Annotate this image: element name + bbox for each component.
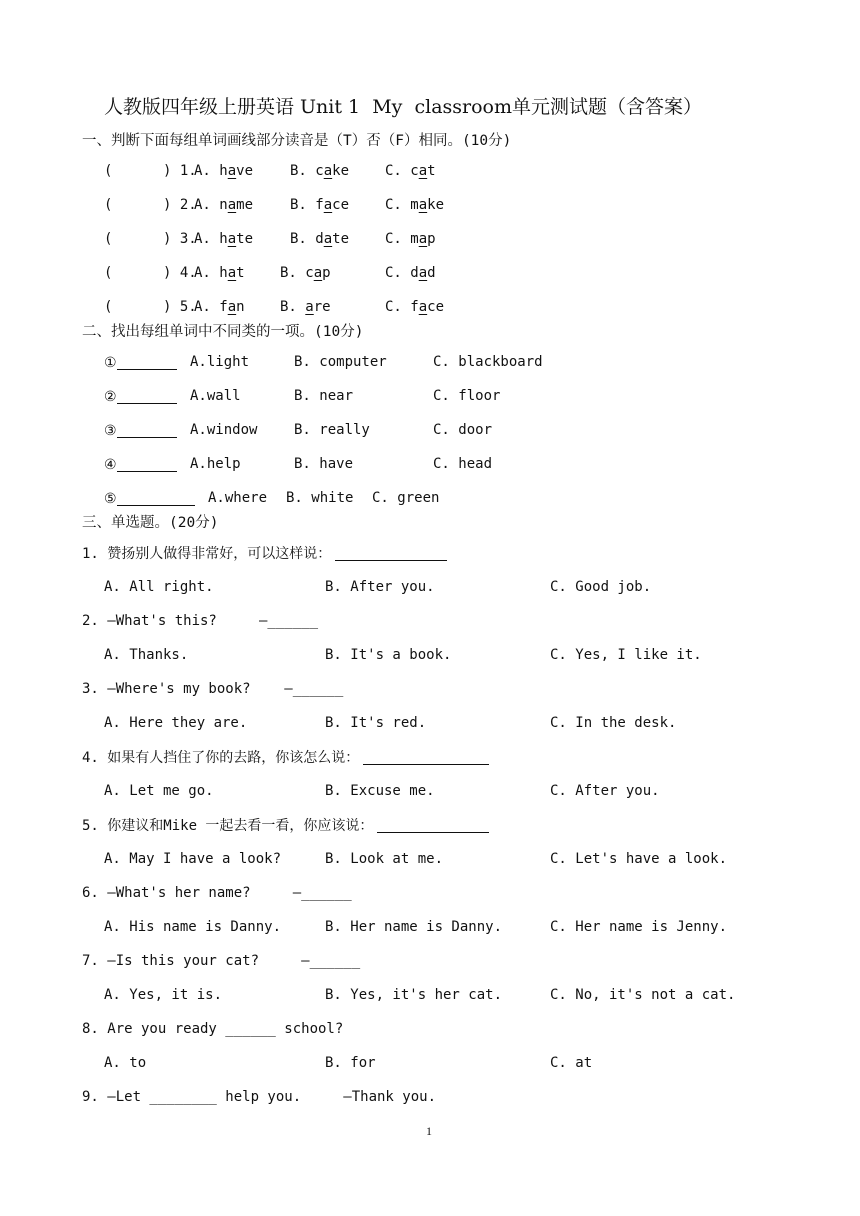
underlined-letter: a — [227, 197, 237, 213]
part2-option-a: A.window — [190, 422, 258, 438]
part2-item-number: ① — [104, 355, 177, 370]
underlined-letter: a — [313, 265, 323, 281]
underlined-letter: a — [323, 163, 333, 179]
underlined-letter: a — [418, 197, 428, 213]
underlined-letter: a — [418, 299, 428, 315]
part1-option-c: C. cat — [385, 163, 436, 179]
answer-blank[interactable] — [117, 389, 177, 404]
page-number: 1 — [426, 1124, 432, 1138]
question-4: 4. 如果有人挡住了你的去路，你该怎么说： — [82, 750, 489, 765]
part1-option-b: B. cap — [280, 265, 331, 281]
question-2: 2. —What's this? —______ — [82, 613, 319, 629]
part2-option-c: C. blackboard — [433, 354, 543, 370]
option-b: B. Yes, it's her cat. — [325, 987, 503, 1003]
part2-item-number: ④ — [104, 457, 177, 472]
part2-option-a: A.where — [208, 490, 268, 506]
part1-item-number: ( ) 2. — [104, 197, 197, 213]
option-a: A. Here they are. — [104, 715, 248, 731]
part3-heading: 三、单选题。(20分) — [82, 515, 219, 531]
option-b: B. It's a book. — [325, 647, 452, 663]
underlined-letter: a — [227, 299, 237, 315]
answer-blank[interactable] — [335, 546, 447, 561]
question-8: 8. Are you ready ______ school? — [82, 1021, 344, 1037]
answer-blank[interactable] — [117, 491, 195, 506]
part1-option-c: C. dad — [385, 265, 436, 281]
part1-option-c: C. map — [385, 231, 436, 247]
option-a: A. Let me go. — [104, 783, 214, 799]
answer-blank[interactable] — [377, 818, 489, 833]
question-9: 9. —Let ________ help you. —Thank you. — [82, 1089, 437, 1105]
part1-item-number: ( ) 4. — [104, 265, 197, 281]
option-c: C. Good job. — [550, 579, 652, 595]
option-b: B. It's red. — [325, 715, 427, 731]
part2-option-b: B. have — [294, 456, 354, 472]
option-c: C. Her name is Jenny. — [550, 919, 728, 935]
option-c: C. at — [550, 1055, 593, 1071]
underlined-letter: a — [227, 231, 237, 247]
part2-item-number: ② — [104, 389, 177, 404]
answer-blank[interactable] — [117, 457, 177, 472]
option-a: A. to — [104, 1055, 147, 1071]
underlined-letter: a — [418, 231, 428, 247]
part1-option-c: C. face — [385, 299, 445, 315]
option-a: A. His name is Danny. — [104, 919, 282, 935]
underlined-letter: a — [418, 265, 428, 281]
option-a: A. Thanks. — [104, 647, 189, 663]
part1-item-number: ( ) 3. — [104, 231, 197, 247]
part2-option-a: A.help — [190, 456, 241, 472]
underlined-letter: a — [323, 197, 333, 213]
part2-option-b: B. computer — [294, 354, 387, 370]
part1-option-a: A. name — [194, 197, 254, 213]
option-a: A. All right. — [104, 579, 214, 595]
question-5: 5. 你建议和Mike 一起去看一看，你应该说： — [82, 818, 489, 833]
part2-option-a: A.wall — [190, 388, 241, 404]
part1-option-b: B. face — [290, 197, 350, 213]
part1-option-b: B. date — [290, 231, 350, 247]
question-1: 1. 赞扬别人做得非常好，可以这样说： — [82, 546, 447, 561]
underlined-letter: a — [305, 299, 314, 315]
part1-option-c: C. make — [385, 197, 445, 213]
part1-option-b: B. are — [280, 299, 331, 315]
underlined-letter: a — [418, 163, 428, 179]
part2-option-b: B. really — [294, 422, 370, 438]
part2-option-c: C. door — [433, 422, 493, 438]
part2-option-c: C. floor — [433, 388, 501, 404]
option-c: C. Yes, I like it. — [550, 647, 702, 663]
document-title: 人教版四年级上册英语 Unit 1 My classroom单元测试题（含答案） — [104, 96, 703, 118]
underlined-letter: a — [323, 231, 333, 247]
part1-heading: 一、判断下面每组单词画线部分读音是（T）否（F）相同。(10分) — [82, 133, 512, 149]
part2-option-a: A.light — [190, 354, 250, 370]
answer-blank[interactable] — [363, 750, 489, 765]
option-c: C. After you. — [550, 783, 660, 799]
option-c: C. Let's have a look. — [550, 851, 728, 867]
option-a: A. May I have a look? — [104, 851, 282, 867]
option-b: B. Excuse me. — [325, 783, 435, 799]
part2-item-number: ③ — [104, 423, 177, 438]
part1-item-number: ( ) 1. — [104, 163, 197, 179]
part2-item-number: ⑤ — [104, 491, 195, 506]
part1-option-a: A. hate — [194, 231, 254, 247]
part2-option-c: C. green — [372, 490, 440, 506]
part2-option-b: B. white — [286, 490, 354, 506]
option-a: A. Yes, it is. — [104, 987, 223, 1003]
option-c: C. In the desk. — [550, 715, 677, 731]
question-3: 3. —Where's my book? —______ — [82, 681, 344, 697]
option-b: B. for — [325, 1055, 376, 1071]
part2-heading: 二、找出每组单词中不同类的一项。(10分) — [82, 324, 364, 340]
question-7: 7. —Is this your cat? —______ — [82, 953, 361, 969]
option-b: B. Look at me. — [325, 851, 444, 867]
answer-blank[interactable] — [117, 423, 177, 438]
underlined-letter: a — [227, 163, 237, 179]
part1-item-number: ( ) 5. — [104, 299, 197, 315]
option-b: B. After you. — [325, 579, 435, 595]
option-c: C. No, it's not a cat. — [550, 987, 736, 1003]
part2-option-c: C. head — [433, 456, 493, 472]
underlined-letter: a — [227, 265, 237, 281]
part1-option-a: A. hat — [194, 265, 245, 281]
part2-option-b: B. near — [294, 388, 354, 404]
option-b: B. Her name is Danny. — [325, 919, 503, 935]
part1-option-a: A. fan — [194, 299, 245, 315]
part1-option-a: A. have — [194, 163, 254, 179]
part1-option-b: B. cake — [290, 163, 350, 179]
answer-blank[interactable] — [117, 355, 177, 370]
question-6: 6. —What's her name? —______ — [82, 885, 352, 901]
